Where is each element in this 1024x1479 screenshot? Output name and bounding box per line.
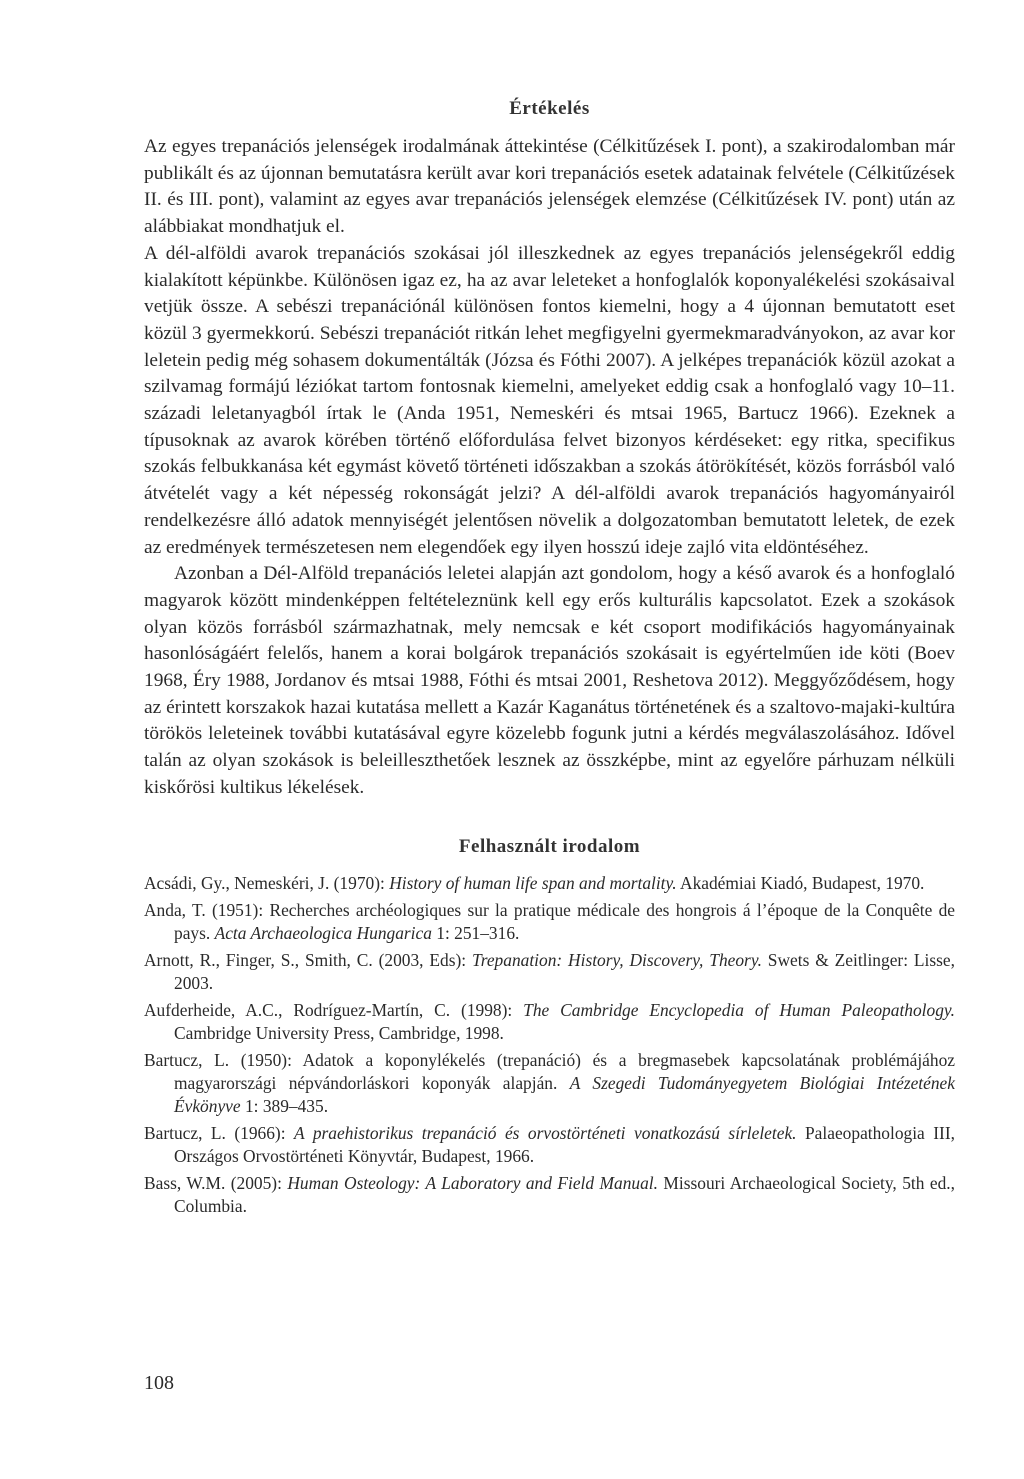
page-number: 108 — [144, 1372, 174, 1394]
reference-text: Missouri Archaeological Society, 5th ed., Columbia. — [174, 1172, 955, 1216]
reference-text: Anda, T. (1951): Recherches archéologiques sur la pratique médicale des hongrois á l’époque de la Conquête de pays. — [144, 899, 955, 943]
reference-item — [144, 949, 955, 995]
reference-title: History of human life span and mortality. — [389, 872, 677, 893]
reference-title: Trepanation: History, Discovery, Theory. — [472, 949, 762, 970]
reference-title: Acta Archaeologica Hungarica — [214, 922, 432, 943]
reference-text: Aufderheide, A.C., Rodríguez-Martín, C. (1998): — [144, 999, 524, 1020]
reference-text: Bartucz, L. (1950): Adatok a koponylékelés (trepanáció) és a bregmasebek kapcsolatának problémájához magyarországi népvándorláskori koponyák alapján. — [144, 1049, 955, 1093]
reference-text: Arnott, R., Finger, S., Smith, C. (2003, Eds): — [144, 949, 472, 970]
paragraph-2: A dél-alföldi avarok trepanációs szokásai jól illeszkednek az egyes trepanációs jelenségekről eddig kialakított képünkbe. Különösen igaz ez, ha az avar leleteket a honfoglalók koponyalékelési szokásaival vetjük össze. A sebészi trepanációnál különösen fontos kiemelni, hogy a 4 újonnan bemutatott eset közül 3 gyermekkorú. Sebészi trepanációt ritkán lehet megfigyelni gyermekmaradványokon, az avar kor leletein pedig még sohasem dokumentálták (Józsa és Fóthi 2007). A jelképes trepanációk közül azokat a szilvamag formájú léziókat tartom fontosnak kiemelni, amelyeket eddig csak a honfoglaló vagy 10–11. századi leletanyagból írtak le (Anda 1951, Nemeskéri és mtsai 1965, Bartucz 1966). Ezeknek a típusoknak az avarok körében történő előfordulása felvet bizonyos kérdéseket: egy ritka, specifikus szokás felbukkanása két egymást követő történeti időszakban a szokás átörökítését, közös forrásból való átvételét vagy a két népesség rokonságát jelzi? A dél-alföldi avarok trepanációs hagyományairól rendelkezésre álló adatok mennyiségét jelentősen növelik a dolgozatomban bemutatott leletek, de ezek az eredmények természetesen nem elegendőek egy ilyen hosszú ideje zajló vita eldöntéséhez. — [144, 242, 955, 558]
reference-item — [144, 999, 955, 1045]
reference-text: Bass, W.M. (2005): — [144, 1172, 288, 1193]
reference-title: A praehistorikus trepanáció és orvostörténeti vonatkozású sírleletek. — [294, 1122, 797, 1143]
reference-text: Bartucz, L. (1966): — [144, 1122, 295, 1143]
reference-item — [144, 872, 955, 895]
reference-text: Cambridge University Press, Cambridge, 1998. — [174, 1022, 504, 1043]
reference-item — [144, 899, 955, 945]
reference-list — [144, 872, 955, 1218]
reference-text: Akadémiai Kiadó, Budapest, 1970. — [676, 872, 925, 893]
reference-item — [144, 1122, 955, 1168]
reference-text: Palaeopathologia III, Országos Orvostörténeti Könyvtár, Budapest, 1966. — [174, 1122, 955, 1166]
reference-title: A Szegedi Tudományegyetem Biológiai Intézetének Évkönyve — [174, 1072, 955, 1116]
reference-item — [144, 1049, 955, 1118]
paragraph-3: Azonban a Dél-Alföld trepanációs leletei alapján azt gondolom, hogy a késő avarok és a honfoglaló magyarok között mindenképpen feltételeznünk kell egy erős kulturális kapcsolatot. Ezek a szokások olyan közös forrásból származhatnak, mely nemcsak e két csoport modifikációs hagyományainak hasonlóságáért felelős, hanem a korai bolgárok trepanációs szokásait is egyértelműen ide köti (Boev 1968, Éry 1988, Jordanov és mtsai 1988, Fóthi és mtsai 2001, Reshetova 2012). Meggyőződésem, hogy az érintett korszakok hazai kutatása mellett a Kazár Kaganátus történetének és a szaltovo-majaki-kultúra törökös leleteinek további kutatásával egyre közelebb fogunk jutni a kérdés megválaszolásához. Idővel talán az olyan szokások is beleilleszthetőek lesznek az összképbe, mint az egyelőre párhuzam nélküli kiskőrösi kultikus lékelések. — [144, 563, 955, 798]
reference-title: Human Osteology: A Laboratory and Field Manual. — [287, 1172, 658, 1193]
reference-item — [144, 1172, 955, 1218]
reference-title: The Cambridge Encyclopedia of Human Paleopathology. — [523, 999, 955, 1020]
reference-text: Swets & Zeitlinger: Lisse, 2003. — [174, 949, 955, 993]
reference-text: Acsádi, Gy., Nemeskéri, J. (1970): — [144, 872, 390, 893]
reference-text: 1: 251–316. — [431, 922, 520, 943]
section-title-literature: Felhasznált irodalom — [458, 835, 641, 857]
reference-text: 1: 389–435. — [240, 1095, 329, 1116]
section-title-evaluation: Értékelés — [509, 98, 590, 119]
page-content — [144, 98, 955, 1222]
paragraph-1: Az egyes trepanációs jelenségek irodalmának áttekintése (Célkitűzések I. pont), a szakirodalomban már publikált és az újonnan bemutatásra került avar kori trepanációs esetek adatainak felvétele (Célkitűzések II. és III. pont), valamint az egyes avar trepanációs jelenségek elemzése (Célkitűzések IV. pont) után az alábbiakat mondhatjuk el. — [144, 136, 955, 238]
